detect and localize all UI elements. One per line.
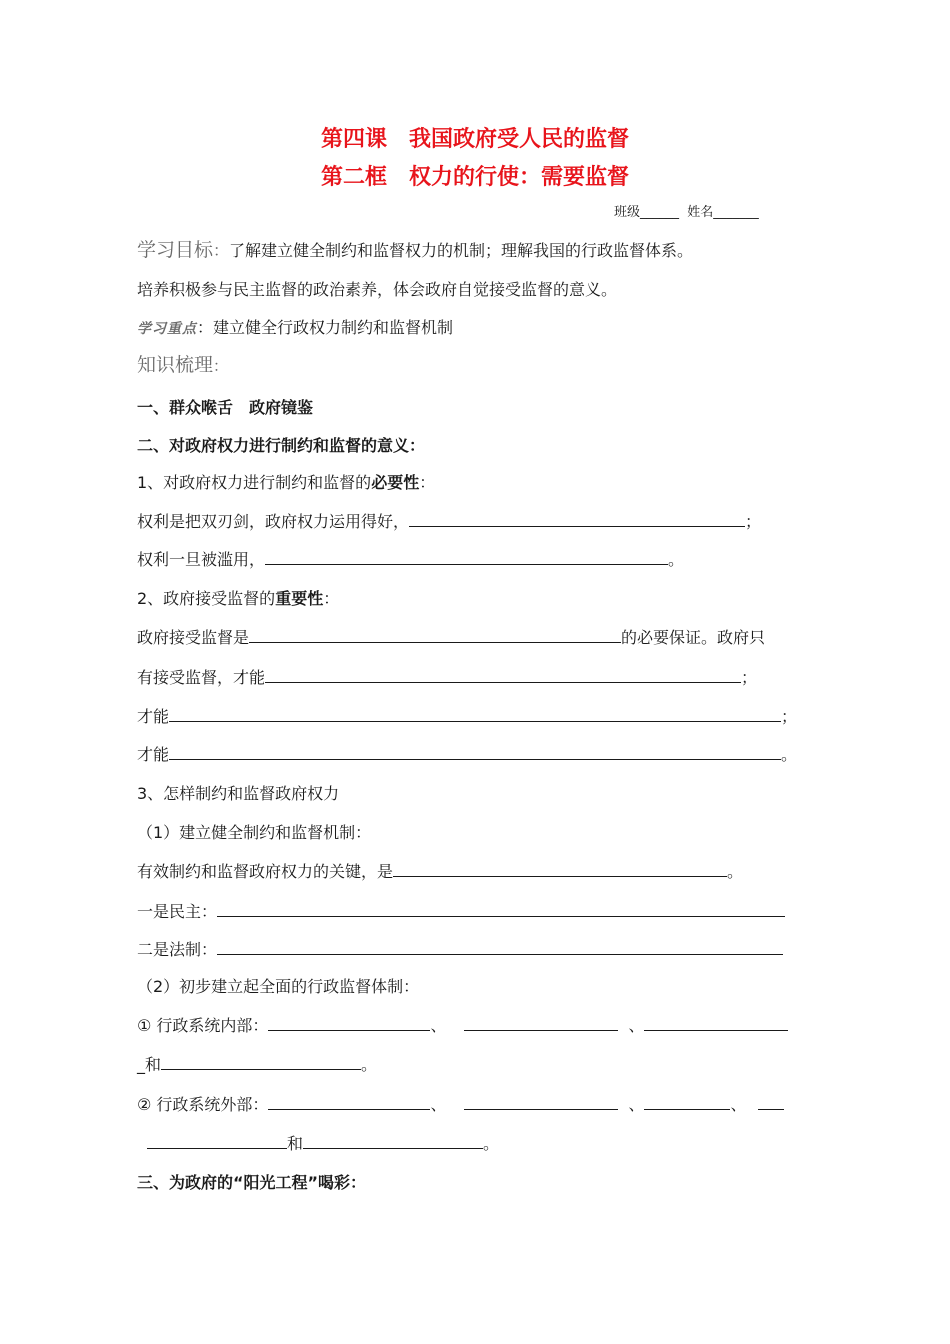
external-blank-1[interactable] xyxy=(268,1093,430,1110)
class-name-line xyxy=(614,201,759,220)
internal-line-cont xyxy=(137,1052,377,1075)
goals-colon: ： xyxy=(213,241,230,260)
internal-blank-1[interactable] xyxy=(268,1014,430,1031)
item-2-text: 2、政府接受监督的 xyxy=(137,589,276,608)
sub-1: （1）建立健全制约和监督机制： xyxy=(137,823,372,842)
goals-text-2: 培养积极参与民主监督的政治素养，体会政府自觉接受监督的意义。 xyxy=(137,280,618,299)
line-e-end: ； xyxy=(781,707,798,726)
knowledge-heading xyxy=(137,350,228,377)
external-and: 和 xyxy=(287,1134,304,1153)
class-blank[interactable]: ______ xyxy=(640,205,680,220)
page-subtitle: 第二框 权力的行使：需要监督 xyxy=(320,164,629,190)
line-h-text: 一是民主： xyxy=(137,902,218,921)
line-d-text: 有接受监督，才能 xyxy=(137,668,266,687)
section-2-heading: 二、对政府权力进行制约和监督的意义： xyxy=(137,436,426,455)
line-d-blank[interactable] xyxy=(265,666,741,683)
external-sep-3: 、 xyxy=(730,1095,747,1114)
section-3-heading: 三、为政府的“阳光工程”喝彩： xyxy=(137,1173,367,1192)
external-line xyxy=(137,1092,784,1115)
item-2-colon: ： xyxy=(323,589,340,608)
line-i-text: 二是法制： xyxy=(137,940,218,959)
line-c-end: 的必要保证。政府只 xyxy=(621,628,766,647)
line-d xyxy=(137,665,757,688)
line-g xyxy=(137,859,743,882)
line-a-end: ； xyxy=(745,512,762,531)
internal-sep-1: 、 xyxy=(430,1016,447,1035)
line-i xyxy=(137,937,783,960)
item-1 xyxy=(137,470,435,493)
line-e-text: 才能 xyxy=(137,707,170,726)
external-blank-4a[interactable] xyxy=(758,1093,784,1110)
external-blank-2[interactable] xyxy=(464,1093,618,1110)
knowledge-colon: ： xyxy=(213,357,229,375)
item-2-bold: 重要性 xyxy=(275,589,324,608)
class-label: 班级 xyxy=(614,205,641,220)
line-b-text: 权利一旦被滥用， xyxy=(137,550,266,569)
item-1-colon: ： xyxy=(419,473,436,492)
line-a-blank[interactable] xyxy=(409,510,745,527)
external-sep-1: 、 xyxy=(430,1095,447,1114)
internal-and: _和 xyxy=(137,1055,162,1074)
internal-end: 。 xyxy=(361,1055,378,1074)
line-b-blank[interactable] xyxy=(265,548,668,565)
knowledge-label: 知识梳理 xyxy=(137,354,214,376)
internal-text: ① 行政系统内部： xyxy=(137,1016,269,1035)
line-f-blank[interactable] xyxy=(169,743,781,760)
sub-2: （2）初步建立起全面的行政监督体制： xyxy=(137,977,420,996)
item-1-text: 1、对政府权力进行制约和监督的 xyxy=(137,473,372,492)
internal-blank-2[interactable] xyxy=(464,1014,618,1031)
line-f-text: 才能 xyxy=(137,745,170,764)
page-title: 第四课 我国政府受人民的监督 xyxy=(320,126,629,152)
internal-sep-2: 、 xyxy=(628,1016,645,1035)
line-a xyxy=(137,509,761,532)
goals-label: 学习目标 xyxy=(137,239,214,261)
focus-label: 学习重点 xyxy=(137,321,197,337)
line-d-end: ； xyxy=(741,668,758,687)
section-1-heading: 一、群众喉舌 政府镜鉴 xyxy=(137,398,314,417)
goals-line-1 xyxy=(137,235,693,262)
name-blank[interactable]: _______ xyxy=(713,205,759,220)
external-blank-3[interactable] xyxy=(644,1093,730,1110)
line-c xyxy=(137,625,765,648)
internal-blank-4[interactable] xyxy=(161,1053,361,1070)
line-h-blank[interactable] xyxy=(217,900,785,917)
external-text: ② 行政系统外部： xyxy=(137,1095,269,1114)
line-g-end: 。 xyxy=(727,862,744,881)
line-f-end: 。 xyxy=(781,745,798,764)
line-i-blank[interactable] xyxy=(217,938,783,955)
line-f xyxy=(137,742,797,765)
external-blank-4b[interactable] xyxy=(147,1132,287,1149)
item-3: 3、怎样制约和监督政府权力 xyxy=(137,784,340,803)
focus-text: ：建立健全行政权力制约和监督机制 xyxy=(197,318,454,337)
line-g-blank[interactable] xyxy=(393,860,727,877)
external-end: 。 xyxy=(483,1134,500,1153)
line-e xyxy=(137,704,797,727)
item-2 xyxy=(137,586,339,609)
internal-line xyxy=(137,1013,788,1036)
name-label: 姓名 xyxy=(687,205,714,220)
item-1-bold: 必要性 xyxy=(371,473,420,492)
goals-text-1: 了解建立健全制约和监督权力的机制；理解我国的行政监督体系。 xyxy=(229,241,694,260)
focus-line xyxy=(137,315,453,338)
line-a-text: 权利是把双刃剑，政府权力运用得好， xyxy=(137,512,410,531)
line-c-text: 政府接受监督是 xyxy=(137,628,250,647)
line-b xyxy=(137,547,684,570)
line-b-end: 。 xyxy=(668,550,685,569)
external-blank-5[interactable] xyxy=(303,1132,483,1149)
line-h xyxy=(137,899,785,922)
line-g-text: 有效制约和监督政府权力的关键，是 xyxy=(137,862,394,881)
external-line-cont xyxy=(137,1131,499,1154)
external-sep-2: 、 xyxy=(628,1095,645,1114)
line-e-blank[interactable] xyxy=(169,705,781,722)
line-c-blank[interactable] xyxy=(249,626,621,643)
internal-blank-3[interactable] xyxy=(644,1014,788,1031)
